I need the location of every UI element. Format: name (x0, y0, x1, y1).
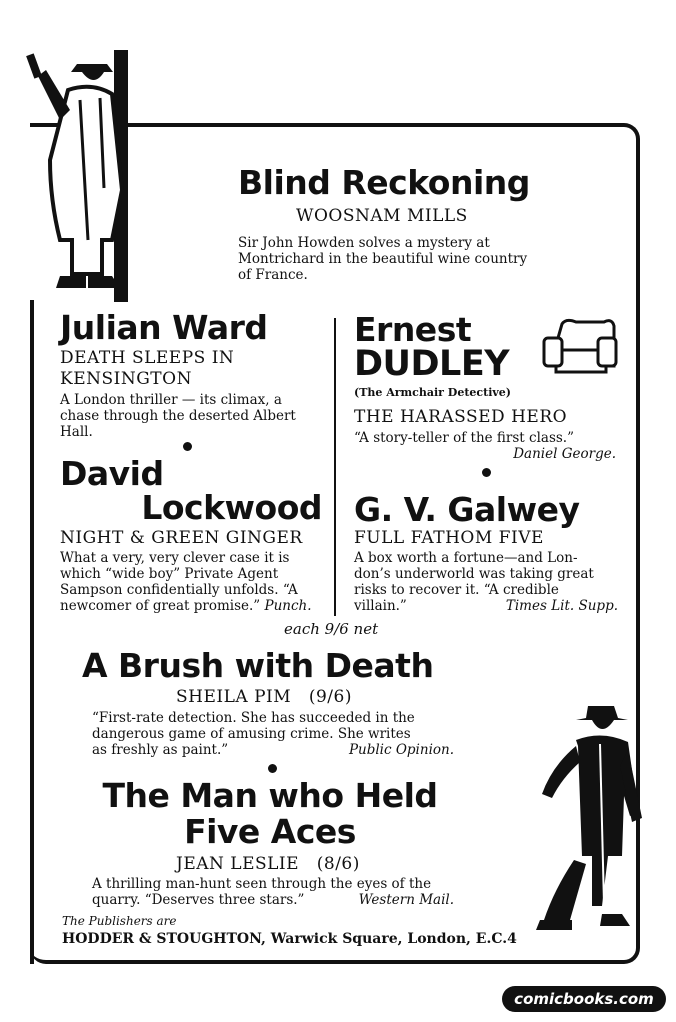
ernest-dudley-author-first: Ernest (354, 310, 472, 349)
galwey-author: G. V. Galwey (354, 490, 580, 529)
ernest-dudley-quote: “A story-teller of the first class.” (354, 430, 575, 446)
publisher-label: The Publishers are (62, 914, 177, 928)
julian-ward-title: DEATH SLEEPS IN KENSINGTON (60, 348, 235, 389)
five-aces-author: JEAN LESLIE (8/6) (176, 854, 360, 874)
julian-ward-description: A London thriller — its climax, a chase through the deserted Albert Hall. (60, 392, 296, 440)
blind-reckoning-description: Sir John Howden solves a mystery at Montrichard in the beautiful wine country of France. (238, 235, 528, 283)
david-lockwood-description: What a very, very clever case it is which “wide boy” Private Agent Sampson confidentially unfolds. “A newcomer of great promise.” Punch. (60, 550, 312, 614)
detective-with-pistol-icon (22, 50, 142, 302)
blind-reckoning-author: WOOSNAM MILLS (296, 206, 468, 226)
five-aces-citation: Western Mail. (358, 892, 454, 908)
blind-reckoning-title: Blind Reckoning (238, 163, 530, 202)
watermark-badge: comicbooks.com (502, 986, 666, 1012)
david-lockwood-citation: Punch. (264, 598, 312, 614)
price-note: each 9/6 net (284, 620, 379, 638)
david-lockwood-author-last: Lockwood (141, 488, 322, 527)
brush-with-death-title: A Brush with Death (82, 646, 434, 685)
ernest-dudley-author-last: DUDLEY (354, 344, 510, 384)
bullet-separator (482, 468, 491, 477)
armchair-icon (540, 318, 618, 374)
column-divider (334, 318, 336, 616)
ernest-dudley-citation: Daniel George. (513, 446, 616, 462)
five-aces-title-line1: The Man who Held (102, 776, 438, 815)
brush-with-death-citation: Public Opinion. (348, 742, 454, 758)
five-aces-title-line2: Five Aces (184, 812, 356, 851)
ad-border-left (30, 300, 34, 964)
julian-ward-author: Julian Ward (60, 308, 268, 347)
galwey-citation: Times Lit. Supp. (505, 598, 618, 614)
david-lockwood-title: NIGHT & GREEN GINGER (60, 528, 303, 548)
david-lockwood-author-first: David (60, 454, 164, 493)
ernest-dudley-title: THE HARASSED HERO (354, 407, 568, 427)
brush-with-death-description: “First-rate detection. She has succeeded in the dangerous game of amusing crime. She writes as freshly as paint.” Public Opinion. (92, 710, 454, 758)
publisher-name: HODDER & STOUGHTON, Warwick Square, London, E.C.4 (62, 931, 517, 947)
five-aces-description: A thrilling man-hunt seen through the eyes of the quarry. “Deserves three stars.” Western Mail. (92, 876, 454, 908)
bullet-separator (268, 764, 277, 773)
trenchcoat-detective-icon (522, 700, 652, 940)
brush-with-death-author: SHEILA PIM (9/6) (176, 687, 352, 707)
galwey-description: A box worth a fortune—and Lon- don’s underworld was taking great risks to recover it. “A credible villain.” Times Lit. Supp. (354, 550, 618, 614)
galwey-title: FULL FATHOM FIVE (354, 528, 544, 548)
ernest-dudley-subtitle: (The Armchair Detective) (354, 386, 511, 399)
bullet-separator (183, 442, 192, 451)
